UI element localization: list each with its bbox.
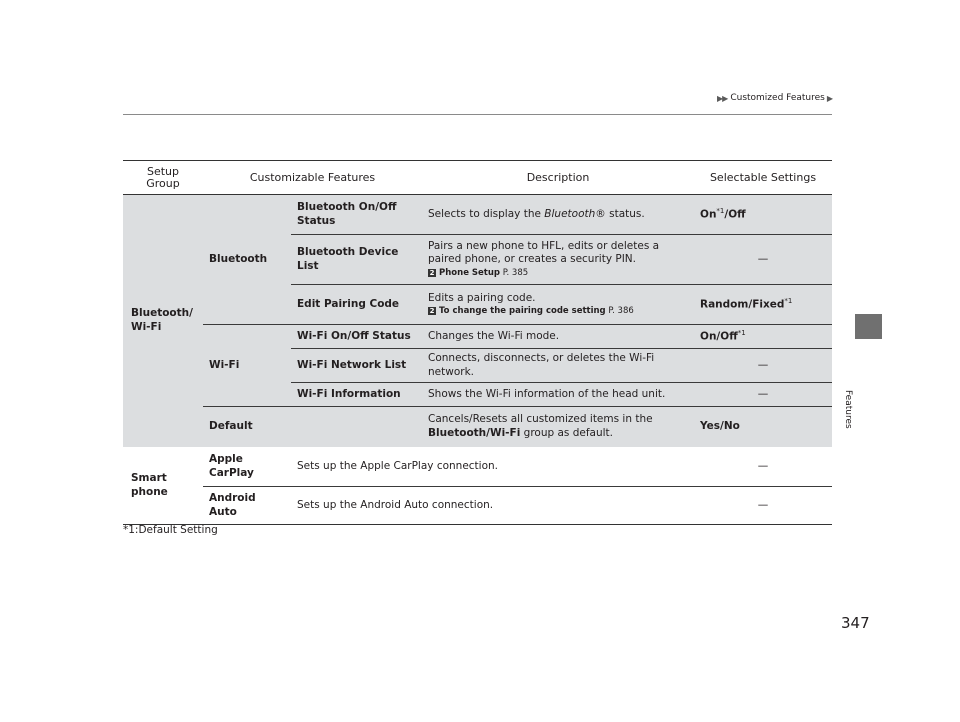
- breadcrumb: [717, 93, 832, 103]
- desc-text-post: group as default.: [520, 427, 614, 440]
- reference-label: To change the pairing code setting: [439, 306, 606, 317]
- setting-wifi-onoff: [694, 325, 832, 349]
- reference-label: Phone Setup: [439, 268, 500, 279]
- setting-no: No: [723, 420, 740, 433]
- subgroup-android-auto: [203, 487, 291, 525]
- customizable-features-table: [123, 160, 832, 525]
- subgroup-wifi: Wi-Fi: [203, 325, 291, 407]
- footnote-ref: *1: [737, 328, 746, 337]
- footnote-ref: *1: [784, 296, 793, 305]
- desc-wifi-information: Shows the Wi-Fi information of the head unit.: [422, 383, 694, 407]
- setting-off: Off: [720, 330, 738, 343]
- setting-sep: /: [716, 330, 721, 343]
- section-label: Features: [843, 390, 853, 429]
- group-smartphone: [123, 447, 203, 525]
- default-setting-footnote: *1:Default Setting: [123, 524, 218, 536]
- setting-edit-pairing-code: [694, 285, 832, 325]
- setting-bluetooth-device-list: —: [694, 235, 832, 285]
- desc-edit-pairing-code: [422, 285, 694, 325]
- setting-on: On: [700, 208, 717, 221]
- setting-wifi-network-list: —: [694, 349, 832, 383]
- reference-page: P. 385: [502, 268, 529, 279]
- table-row: [123, 195, 832, 235]
- page-number: 347: [841, 614, 870, 632]
- column-header-description: Description: [422, 161, 694, 195]
- setting-wifi-information: —: [694, 383, 832, 407]
- table-row: [123, 325, 832, 349]
- footnote-ref: *1: [716, 206, 725, 215]
- desc-text: Selects to display the: [428, 207, 545, 220]
- column-header-features: Customizable Features: [203, 161, 422, 195]
- setting-bluetooth-onoff: [694, 195, 832, 235]
- desc-italic: Bluetooth: [544, 207, 596, 220]
- desc-wifi-onoff: Changes the Wi-Fi mode.: [422, 325, 694, 349]
- setting-default: [694, 407, 832, 447]
- table-row: [123, 407, 832, 447]
- reference-arrow-icon: 2: [429, 269, 435, 278]
- desc-text: Edits a pairing code.: [428, 291, 536, 304]
- breadcrumb-label: Customized Features: [730, 93, 825, 103]
- subgroup-apple-carplay: [203, 447, 291, 487]
- setting-apple-carplay: —: [757, 459, 769, 472]
- desc-default: [422, 407, 694, 447]
- desc-text-post: ® status.: [595, 207, 645, 220]
- desc-bold: Bluetooth/Wi-Fi: [428, 427, 521, 440]
- desc-apple-carplay: Sets up the Apple CarPlay connection.: [297, 459, 499, 472]
- table-row: [123, 487, 832, 525]
- page-reference[interactable]: [428, 268, 688, 279]
- feature-edit-pairing-code: Edit Pairing Code: [291, 285, 422, 325]
- subgroup-label: Android Auto: [209, 492, 256, 518]
- table-row: [123, 447, 832, 487]
- desc-text: Pairs a new phone to HFL, edits or deletes a paired phone, or creates a security PIN.: [428, 239, 660, 266]
- feature-wifi-onoff: Wi-Fi On/Off Status: [291, 325, 422, 349]
- setting-sep: /: [748, 298, 753, 311]
- feature-wifi-network-list: Wi-Fi Network List: [291, 349, 422, 383]
- setting-yes: Yes: [700, 420, 721, 433]
- group-label: Bluetooth/ Wi-Fi: [131, 307, 193, 333]
- setting-random: Random: [700, 298, 749, 311]
- reference-page: P. 386: [608, 306, 634, 317]
- subgroup-default: Default: [203, 407, 422, 447]
- reference-arrow-icon: 2: [429, 307, 435, 316]
- setting-android-auto: —: [694, 487, 832, 525]
- subgroup-label: Apple CarPlay: [209, 452, 254, 479]
- desc-bluetooth-onoff: [422, 195, 694, 235]
- desc-wifi-network-list: Connects, disconnects, or deletes the Wi-Fi network.: [422, 349, 694, 383]
- column-header-settings: Selectable Settings: [694, 161, 832, 195]
- feature-bluetooth-onoff: Bluetooth On/Off Status: [291, 195, 422, 235]
- feature-wifi-information: Wi-Fi Information: [291, 383, 422, 407]
- table-header-row: [123, 161, 832, 195]
- setting-fixed: Fixed: [752, 298, 785, 311]
- desc-android-auto: Sets up the Android Auto connection.: [291, 487, 694, 525]
- double-arrow-icon: ▶▶: [717, 93, 728, 103]
- section-tab: [855, 314, 882, 339]
- group-bluetooth-wifi: [123, 195, 203, 447]
- header-rule: [123, 114, 832, 115]
- setting-sep: /: [720, 420, 724, 433]
- page-reference[interactable]: [428, 306, 688, 317]
- arrow-icon: ▶: [826, 93, 832, 103]
- desc-text: Cancels/Resets all customized items in the: [428, 413, 653, 426]
- setting-on: On: [700, 330, 717, 343]
- group-label: Smart phone: [131, 471, 168, 498]
- setup-group-heading: Setup Group: [146, 164, 180, 190]
- desc-bluetooth-device-list: [422, 235, 694, 285]
- feature-bluetooth-device-list: Bluetooth Device List: [291, 235, 422, 285]
- column-header-setup-group: [123, 161, 203, 195]
- setting-off: Off: [728, 208, 746, 221]
- subgroup-bluetooth: Bluetooth: [203, 195, 291, 325]
- setting-sep: /: [724, 208, 729, 221]
